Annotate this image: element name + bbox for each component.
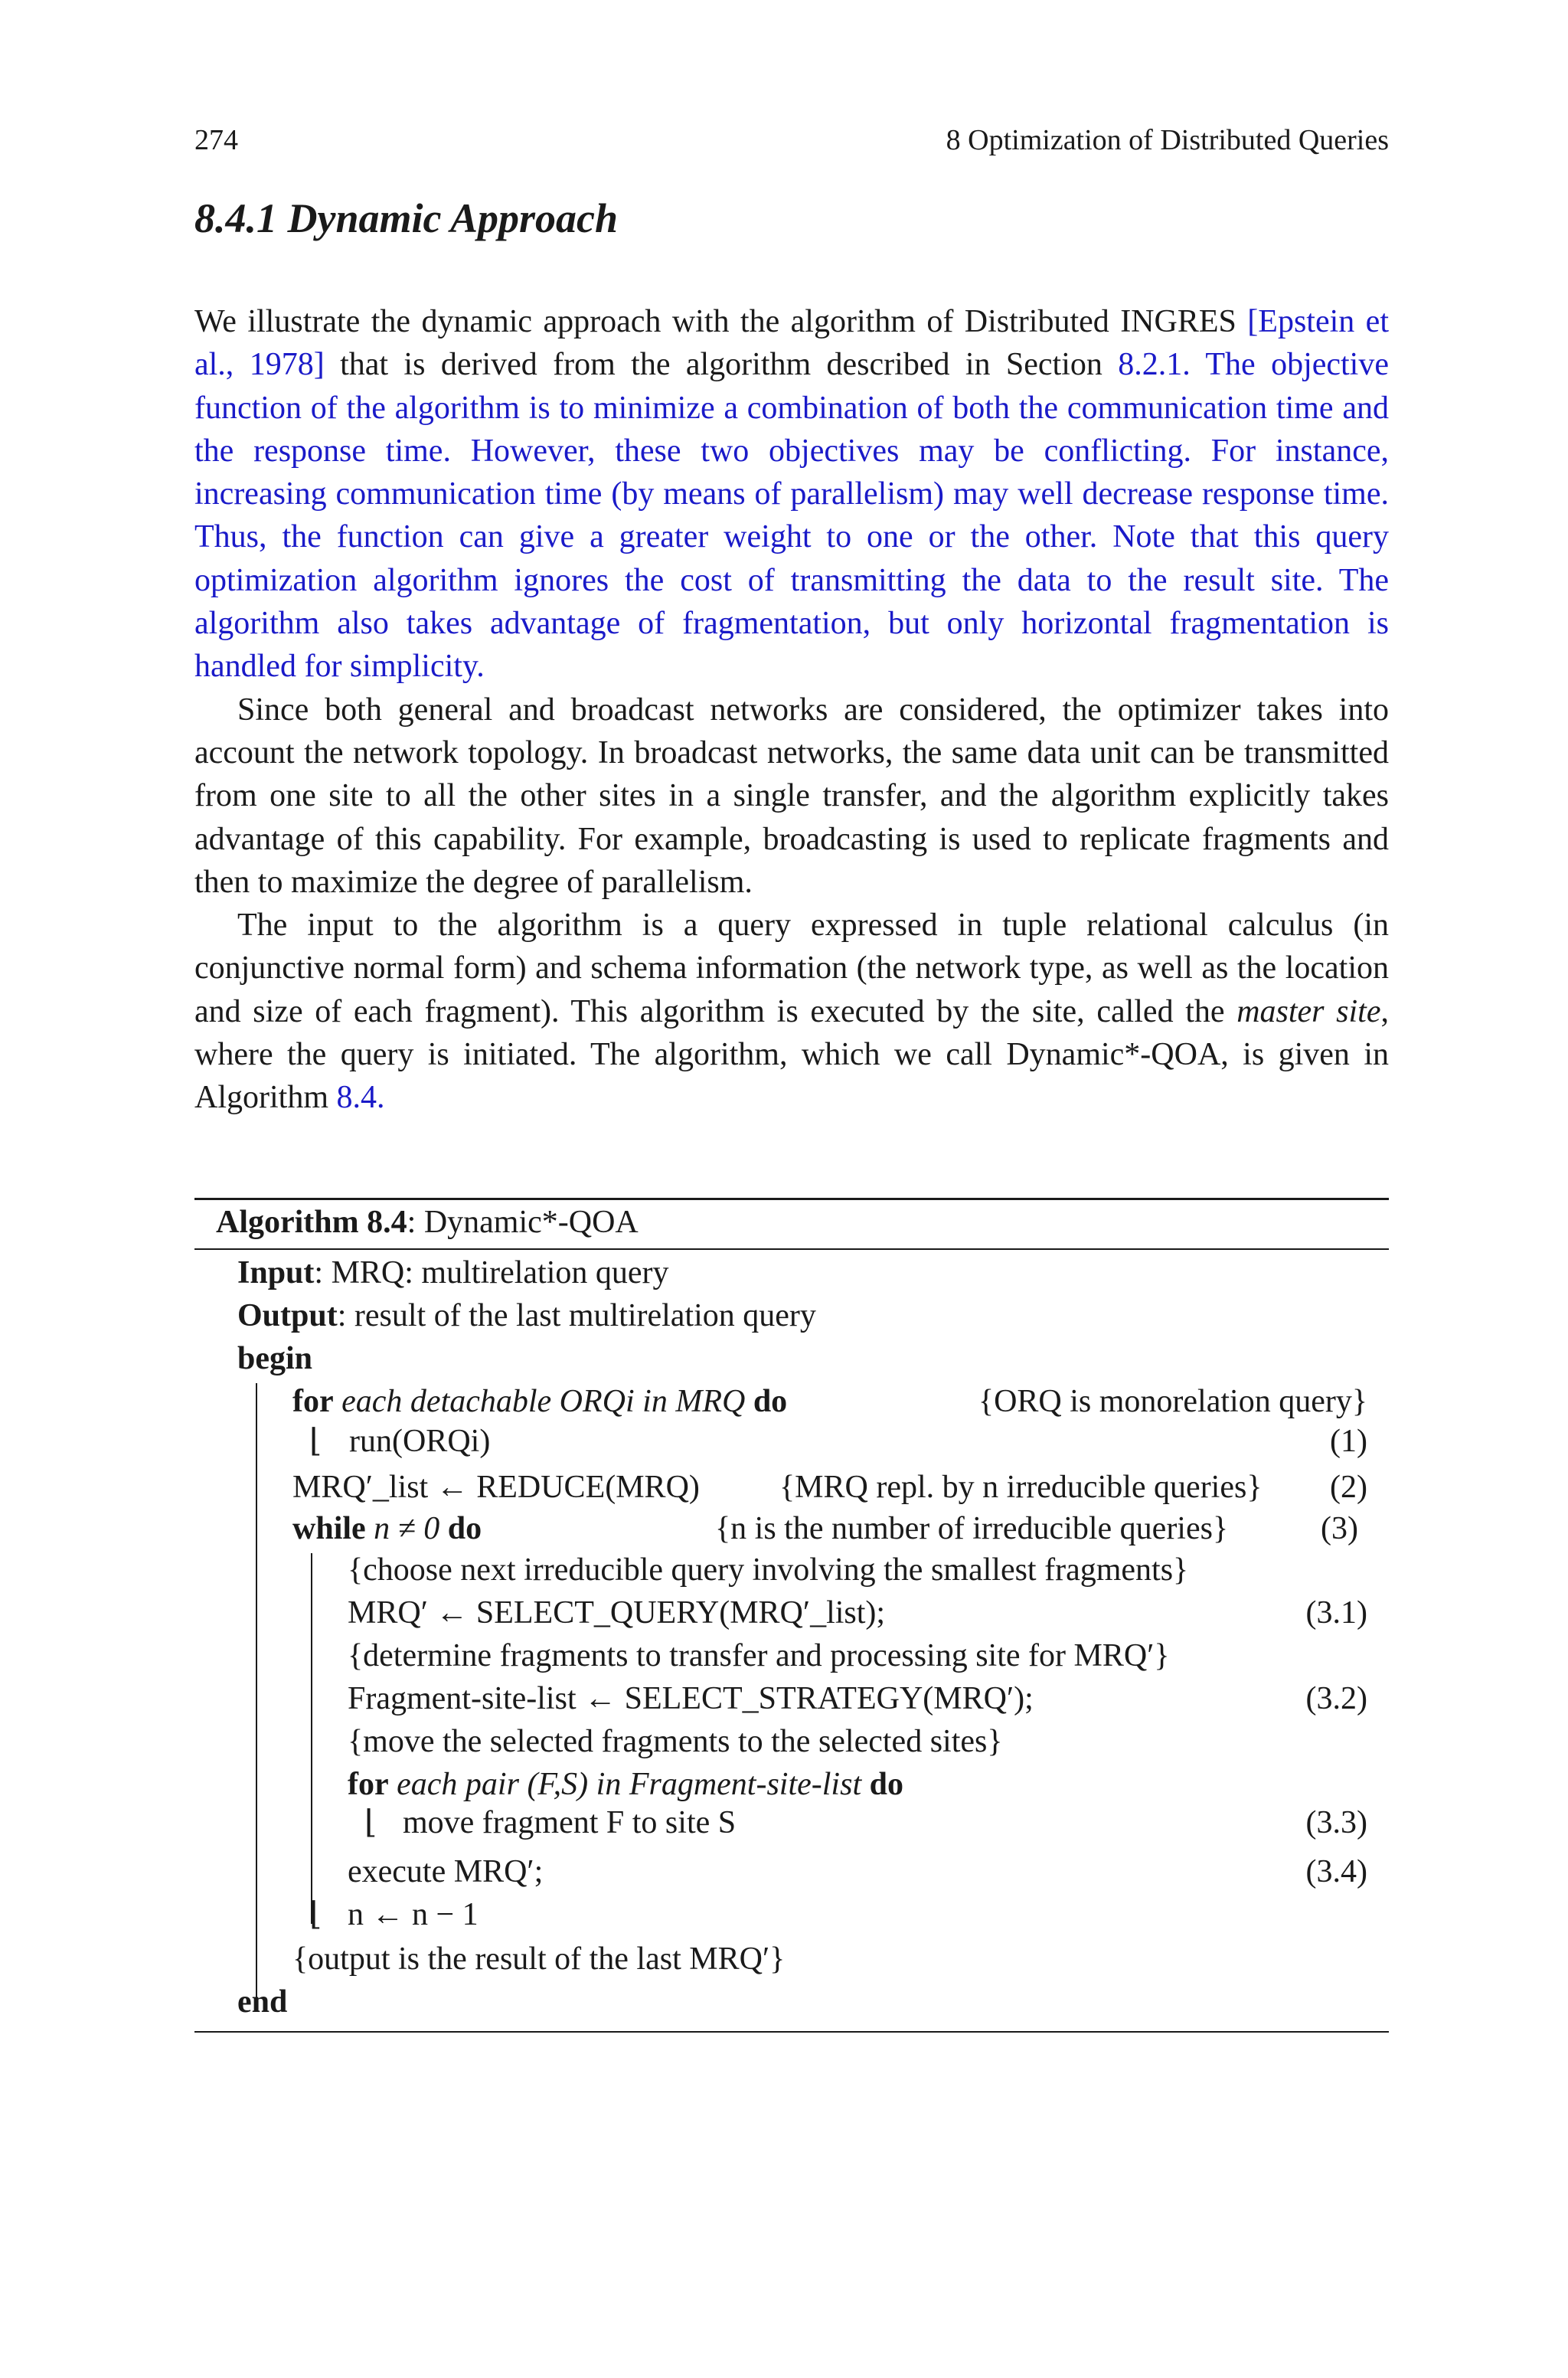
move-fragment-line: move fragment F to site S (403, 1805, 737, 1840)
algorithm-label: Algorithm 8.4 (216, 1205, 407, 1240)
section-ref-link[interactable]: 8.2.1 (1118, 347, 1183, 383)
step-number-3-4: (3.4) (1305, 1854, 1367, 1889)
comment-output: {output is the result of the last MRQ′} (292, 1941, 786, 1977)
algorithm-top-rule (194, 1198, 1389, 1200)
do2-keyword: do (447, 1511, 482, 1546)
algorithm-caption-rule (194, 1248, 1389, 1250)
step-number-1: (1) (1330, 1424, 1367, 1459)
for2-keyword: for (348, 1767, 389, 1802)
p3-text-c: . (377, 1080, 385, 1116)
body-text (194, 300, 1389, 1120)
algorithm-input (237, 1253, 669, 1293)
step-number-3-2: (3.2) (1305, 1681, 1367, 1716)
loop-end-2: ⌊ (364, 1805, 377, 1840)
p3-emphasis: master site (1236, 993, 1381, 1029)
while-line (292, 1509, 482, 1549)
algorithm-ref-link[interactable]: 8.4 (336, 1080, 377, 1116)
page-number: 274 (194, 124, 238, 156)
while-comment: {n is the number of irreducible queries} (715, 1511, 1229, 1546)
for-pair-line (348, 1765, 903, 1804)
end-kw: end (237, 1984, 288, 2020)
reduce-line: MRQ′_list ← REDUCE(MRQ) (292, 1470, 700, 1505)
reduce-comment: {MRQ repl. by n irreducible queries} (779, 1470, 1263, 1505)
input-text: : MRQ: multirelation query (314, 1255, 669, 1290)
while-keyword: while (292, 1511, 366, 1546)
for-detachable-line (292, 1382, 787, 1421)
step-number-2: (2) (1330, 1470, 1367, 1505)
algorithm-output (237, 1296, 816, 1336)
do3-keyword: do (869, 1767, 903, 1802)
algorithm-name: : Dynamic*-QOA (407, 1205, 639, 1240)
paragraph-2: Since both general and broadcast networks are considered, the optimizer takes into account the network topology. In broadcast networks, the same data unit can be transmitted from one site to all the other sites in a single transfer, and the algorithm explicitly takes advantage of this capability. For example, broadcasting is used to replicate fragments and then to maximize the degree of parallelism. (194, 692, 1389, 900)
loop-end-3: ⌊ (309, 1897, 322, 1932)
end-keyword (237, 1982, 287, 2022)
while-block-bar (311, 1553, 312, 1924)
for2-text: each pair (F,S) in Fragment-site-list (388, 1767, 870, 1802)
p3-text-a: The input to the algorithm is a query expressed in tuple relational calculus (in conjunctive normal form) and schema information (the network type, as well as the location and size of each fragment). This algorithm is executed by the site, called the (194, 908, 1389, 1029)
step-number-3-1: (3.1) (1305, 1595, 1367, 1631)
output-keyword: Output (237, 1298, 338, 1333)
algorithm-bottom-rule (194, 2031, 1389, 2033)
p1-text-b: that is derived from the algorithm described in Section (324, 347, 1119, 383)
step-number-3-3: (3.3) (1305, 1805, 1367, 1840)
paragraph-1 (194, 300, 1389, 689)
comment-move: {move the selected fragments to the selected sites} (348, 1724, 1003, 1759)
p1-text-a: We illustrate the dynamic approach with the algorithm of Distributed INGRES (194, 304, 1248, 339)
begin-keyword (237, 1339, 312, 1379)
comment-choose: {choose next irreducible query involving the smallest fragments} (348, 1552, 1189, 1588)
p3-text-b: , where the query is initiated. The algorithm, which we call Dynamic*-QOA, is given in Algorithm (194, 993, 1389, 1116)
loop-end-1: ⌊ (309, 1424, 322, 1459)
select-strategy-line: Fragment-site-list ← SELECT_STRATEGY(MRQ′); (348, 1681, 1034, 1716)
while-condition: n ≠ 0 (365, 1511, 448, 1546)
p1-text-c: . The objective function of the algorithm is to minimize a combination of both the communication time and the response time. However, these two objectives may be conflicting. For instance, increasing communication time (by means of parallelism) may well decrease response time. Thus, the function can give a greater weight to one or the other. Note that this query optimization algorithm ignores the cost of transmitting the data to the result site. The algorithm also takes advantage of fragmentation, but only horizontal fragmentation is handled for simplicity. (194, 347, 1389, 685)
algorithm-caption (216, 1202, 639, 1242)
paragraph-3 (194, 904, 1389, 1119)
step-number-3: (3) (1321, 1511, 1358, 1546)
output-text: : result of the last multirelation query (337, 1298, 816, 1333)
citation-link[interactable]: [Epstein et al., 1978] (194, 304, 1389, 383)
decrement-line: n ← n − 1 (348, 1897, 479, 1932)
do1-keyword: do (753, 1384, 788, 1419)
select-query-line: MRQ′ ← SELECT_QUERY(MRQ′_list); (348, 1595, 886, 1631)
begin-block-bar (256, 1383, 257, 2005)
for1-keyword: for (292, 1384, 334, 1419)
execute-line: execute MRQ′; (348, 1854, 544, 1889)
running-head: 8 Optimization of Distributed Queries (946, 124, 1389, 156)
for1-text: each detachable ORQi in MRQ (333, 1384, 753, 1419)
for1-comment: {ORQ is monorelation query} (978, 1384, 1367, 1419)
begin-kw: begin (237, 1341, 313, 1376)
section-title: 8.4.1 Dynamic Approach (194, 195, 618, 241)
run-line: run(ORQi) (349, 1424, 491, 1459)
input-keyword: Input (237, 1255, 315, 1290)
comment-determine: {determine fragments to transfer and processing site for MRQ′} (348, 1638, 1170, 1673)
